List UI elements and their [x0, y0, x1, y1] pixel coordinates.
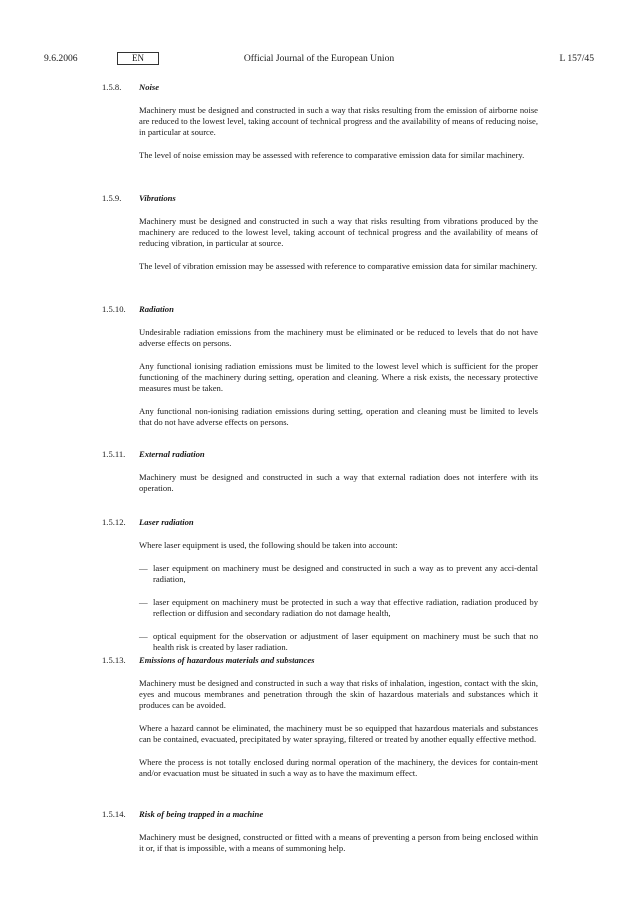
section-title: External radiation [139, 449, 205, 459]
section-title: Noise [139, 82, 160, 92]
section-number: 1.5.8. [102, 82, 122, 92]
section-number: 1.5.13. [102, 655, 126, 665]
paragraph: Where the process is not totally enclosed during normal operation of the machinery, the devices for contain-ment and/or evacuation must be situated in such a way as to have the maximum effect. [139, 757, 538, 778]
section-title: Risk of being trapped in a machine [139, 809, 264, 819]
section-body [139, 105, 538, 173]
section-number: 1.5.12. [102, 517, 126, 527]
section-body [139, 216, 538, 284]
section-title: Laser radiation [139, 517, 194, 527]
paragraph: Where laser equipment is used, the following should be taken into account: [139, 540, 398, 550]
paragraph: Machinery must be designed and constructed in such a way that risks resulting from vibrations produced by the machinery are reduced to the lowest level, taking account of technical progress and the availability of means of reducing vibration, in particular at source. [139, 216, 538, 248]
section-title: Emissions of hazardous materials and substances [139, 655, 315, 665]
paragraph: Machinery must be designed, constructed or fitted with a means of preventing a person from being enclosed within it or, if that is impossible, with a means of summoning help. [139, 832, 538, 853]
section-number: 1.5.10. [102, 304, 126, 314]
section-number: 1.5.9. [102, 193, 122, 203]
journal-title: Official Journal of the European Union [243, 53, 395, 64]
section-title: Radiation [139, 304, 174, 314]
dash-list-item: — laser equipment on machinery must be designed and constructed in such a way as to prevent any acci-dental radiation, [139, 563, 538, 585]
dash-list-item: — laser equipment on machinery must be protected in such a way that effective radiation, radiation produced by reflection or diffusion and secondary radiation do not damage health, [139, 597, 538, 619]
section-number: 1.5.11. [102, 449, 126, 459]
section-body [139, 327, 538, 440]
section-body [139, 832, 538, 866]
paragraph: Any functional non-ionising radiation emissions during setting, operation and cleaning must be limited to levels that do not have adverse effects on persons. [139, 406, 538, 427]
section-number: 1.5.14. [102, 809, 126, 819]
language-badge: EN [117, 52, 159, 65]
section-body [139, 540, 538, 665]
paragraph: The level of noise emission may be assessed with reference to comparative emission data for similar machinery. [139, 150, 525, 160]
paragraph: The level of vibration emission may be assessed with reference to comparative emission data for similar machinery. [139, 261, 538, 271]
paragraph: Machinery must be designed and constructed in such a way that external radiation does not interfere with its operation. [139, 472, 538, 493]
section-body [139, 678, 538, 791]
paragraph: Where a hazard cannot be eliminated, the machinery must be so equipped that hazardous materials and substances can be contained, evacuated, precipitated by water spraying, filtered or treated by another equally effective method. [139, 723, 538, 744]
paragraph: Machinery must be designed and constructed in such a way that risks of inhalation, ingestion, contact with the skin, eyes and mucous membranes and penetration through the skin of hazardous materials and substances which it produces can be avoided. [139, 678, 538, 710]
paragraph: Machinery must be designed and constructed in such a way that risks resulting from the emission of airborne noise are reduced to the lowest level, taking account of technical progress and the availability of means of reducing noise, in particular at source. [139, 105, 538, 137]
dash-list-item: — optical equipment for the observation or adjustment of laser equipment on machinery must be such that no health risk is created by laser radiation. [139, 631, 538, 653]
section-title: Vibrations [139, 193, 176, 203]
paragraph: Any functional ionising radiation emissions must be limited to the lowest level which is sufficient for the proper functioning of the machinery during setting, operation and cleaning. Where a risk exists, the necessary protective measures must be taken. [139, 361, 538, 393]
section-body [139, 472, 538, 506]
publication-date: 9.6.2006 [44, 53, 78, 64]
page-header [44, 52, 594, 66]
page-reference: L 157/45 [559, 53, 594, 64]
paragraph: Undesirable radiation emissions from the machinery must be eliminated or be reduced to levels that do not have adverse effects on persons. [139, 327, 538, 348]
